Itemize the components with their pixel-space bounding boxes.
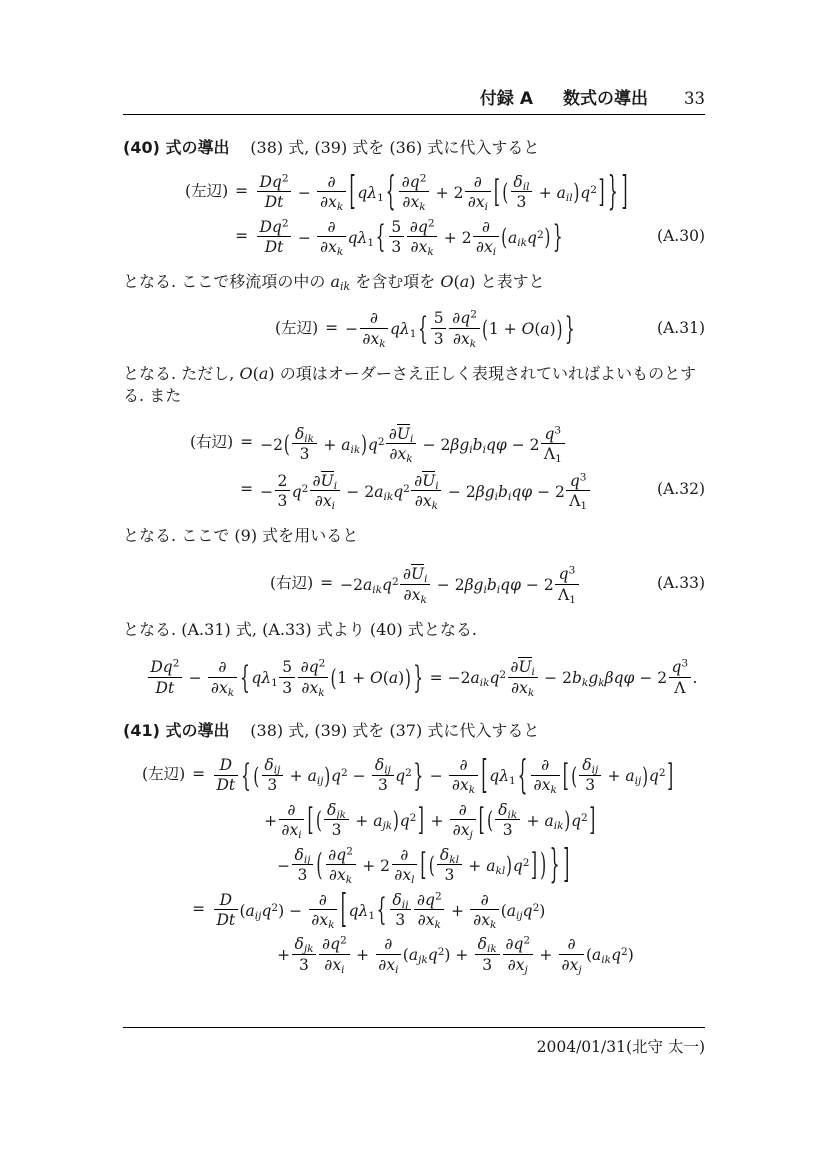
equation-table — [275, 306, 705, 351]
paragraph: となる. ここで移流項の中の $a_{ik}$ を含む項を O(a) と表すと — [123, 272, 545, 294]
equation-label — [657, 420, 705, 467]
equation-row: + $\frac{\partial}{\partial x_i}$ [ ( $\frac{\delta_{jk}}{3}$ + $a_{jk})q^2$] + $\frac{\partial}{\partial x_j}$ [ ( $\frac{\delta_{ik}}{3}$ + $a_{ik})q^2$] — [264, 800, 596, 842]
appendix-subtitle: 数式の導出 — [563, 89, 648, 109]
equation-a33 — [123, 560, 705, 607]
equation-table — [142, 753, 705, 978]
section-heading-bold: (41) 式の導出 — [123, 721, 230, 741]
section-heading-41 — [123, 720, 705, 742]
equation-label — [657, 170, 705, 215]
equation-row: = − $\frac{2}{3}$ $q^2$ $\frac{\partial U_i}{\partial x_i}$ − $2a_{ik}q^2$ $\frac{\partial U_i}{\partial x_k}$ − $2\beta g_ib_iq\varphi - 2$ $\frac{q^3}{\Lambda_1}$ (A.32) — [190, 467, 705, 514]
equation-a32 — [123, 420, 705, 514]
paragraph: となる. ただし, O(a) の項はオーダーさえ正しく表現されていればよいものとする. また — [123, 363, 697, 406]
equation-row: $\frac{Dq^2}{Dt}$ − $\frac{\partial}{\partial x_k}$ {$q\lambda_1$ $\frac{5}{3}$ $\frac{\partial q^2}{\partial x_k}$ (1 + O(a)) } = $-2a_{ik}q^2$ $\frac{\partial U_i}{\partial x_k}$ − $2b_kg_k\beta q\varphi - 2$ $\frac{q^3}{\Lambda}$ . — [132, 653, 705, 700]
section-heading-40 — [123, 137, 705, 159]
equation-a30 — [123, 170, 705, 260]
equation-row: = $\frac{D}{Dt}$ $(a_{ij}q^2)$ − $\frac{\partial}{\partial x_k}$ [ $q\lambda_1${ $\frac{\delta_{ij}}{3}$ $\frac{\partial q^2}{\partial x_k}$ + $\frac{\partial}{\partial x_k}$ $(a_{ij}q^2)$ — [192, 886, 546, 933]
equation-row: (左辺) = − $\frac{\partial}{\partial x_k}$ $q\lambda_1${ $\frac{5}{3}$ $\frac{\partial q^2}{\partial x_k}$ (1 + O(a)) } (A.31) — [275, 306, 705, 351]
equation-a31 — [123, 306, 705, 351]
header-rule — [123, 114, 705, 115]
equation-table — [270, 560, 705, 607]
equation-label: (A.32) — [657, 480, 705, 499]
page-content — [123, 0, 705, 988]
paragraph: となる. (A.31) 式, (A.33) 式より (40) 式となる. — [123, 619, 477, 639]
equation-row: + $\frac{\delta_{jk}}{3}$ $\frac{\partial q^2}{\partial x_i}$ + $\frac{\partial}{\partial x_i}$ $(a_{jk}q^2)$ + $\frac{\delta_{ik}}{3}$ $\frac{\partial q^2}{\partial x_j}$ + $\frac{\partial}{\partial x_j}$ $(a_{ik}q^2)$ — [277, 935, 634, 977]
page-footer — [123, 1022, 705, 1057]
equation-row: (右辺) = −2( $\frac{\delta_{ik}}{3}$ + $a_{ik})q^2$ $\frac{\partial U_i}{\partial x_k}$ − $2\beta g_ib_iq\varphi - 2$ $\frac{q^3}{\Lambda_1}$ — [190, 420, 705, 467]
appendix-title: 付録 A — [479, 89, 533, 109]
footer-rule — [123, 1027, 705, 1028]
page-number: 33 — [684, 89, 705, 108]
equation-row: (左辺) = $\frac{Dq^2}{Dt}$ − $\frac{\partial}{\partial x_k}$ [ $q\lambda_1$ { $\frac{\partial q^2}{\partial x_k}$ + 2 $\frac{\partial}{\partial x_i}$ [ ( $\frac{\delta_{il}}{3}$ + $a_{il})q^2$] } ] — [185, 170, 705, 215]
paragraph: となる. ここで (9) 式を用いると — [123, 526, 359, 546]
equation-label: (A.30) — [657, 227, 705, 246]
equation-table — [132, 653, 705, 700]
footer-date: 2004/01/31(北守 太一) — [536, 1038, 705, 1056]
section-heading-rest: (38) 式, (39) 式を (36) 式に代入すると — [250, 138, 540, 157]
page-header — [123, 0, 705, 109]
equation-row: (左辺) = $\frac{D}{Dt}$ { ( $\frac{\delta_{ij}}{3}$ + $a_{ij})q^2$ − $\frac{\delta_{ij}}{3}$ $q^2$} − $\frac{\partial}{\partial x_k}$ [ $q\lambda_1$ { $\frac{\partial}{\partial x_k}$ [ ( $\frac{\delta_{ij}}{3}$ + $a_{ij})q^2$] — [142, 751, 674, 798]
equation-table — [185, 170, 705, 260]
equation-row: − $\frac{\delta_{ij}}{3}$ ( $\frac{\partial q^2}{\partial x_k}$ + 2 $\frac{\partial}{\partial x_l}$ [ ( $\frac{\delta_{kl}}{3}$ + $a_{kl})q^2$] ) } ] — [277, 841, 570, 888]
equation-label: (A.33) — [657, 573, 705, 592]
equation-table — [190, 420, 705, 514]
equation-40-result — [123, 653, 705, 700]
section-heading-rest: (38) 式, (39) 式を (37) 式に代入すると — [250, 721, 540, 741]
section-heading-bold: (40) 式の導出 — [123, 138, 230, 157]
equation-row: (右辺) = $-2a_{ik}q^2$ $\frac{\partial U_i}{\partial x_k}$ − $2\beta g_ib_iq\varphi - 2$ $\frac{q^3}{\Lambda_1}$ (A.33) — [270, 560, 705, 607]
equation-41-derivation — [123, 753, 705, 978]
equation-label: (A.31) — [657, 318, 705, 337]
equation-row: = $\frac{Dq^2}{Dt}$ − $\frac{\partial}{\partial x_k}$ $q\lambda_1${ $\frac{5}{3}$ $\frac{\partial q^2}{\partial x_k}$ + 2 $\frac{\partial}{\partial x_i}$ $(a_{ik}q^2)$ } (A.30) — [185, 215, 705, 260]
